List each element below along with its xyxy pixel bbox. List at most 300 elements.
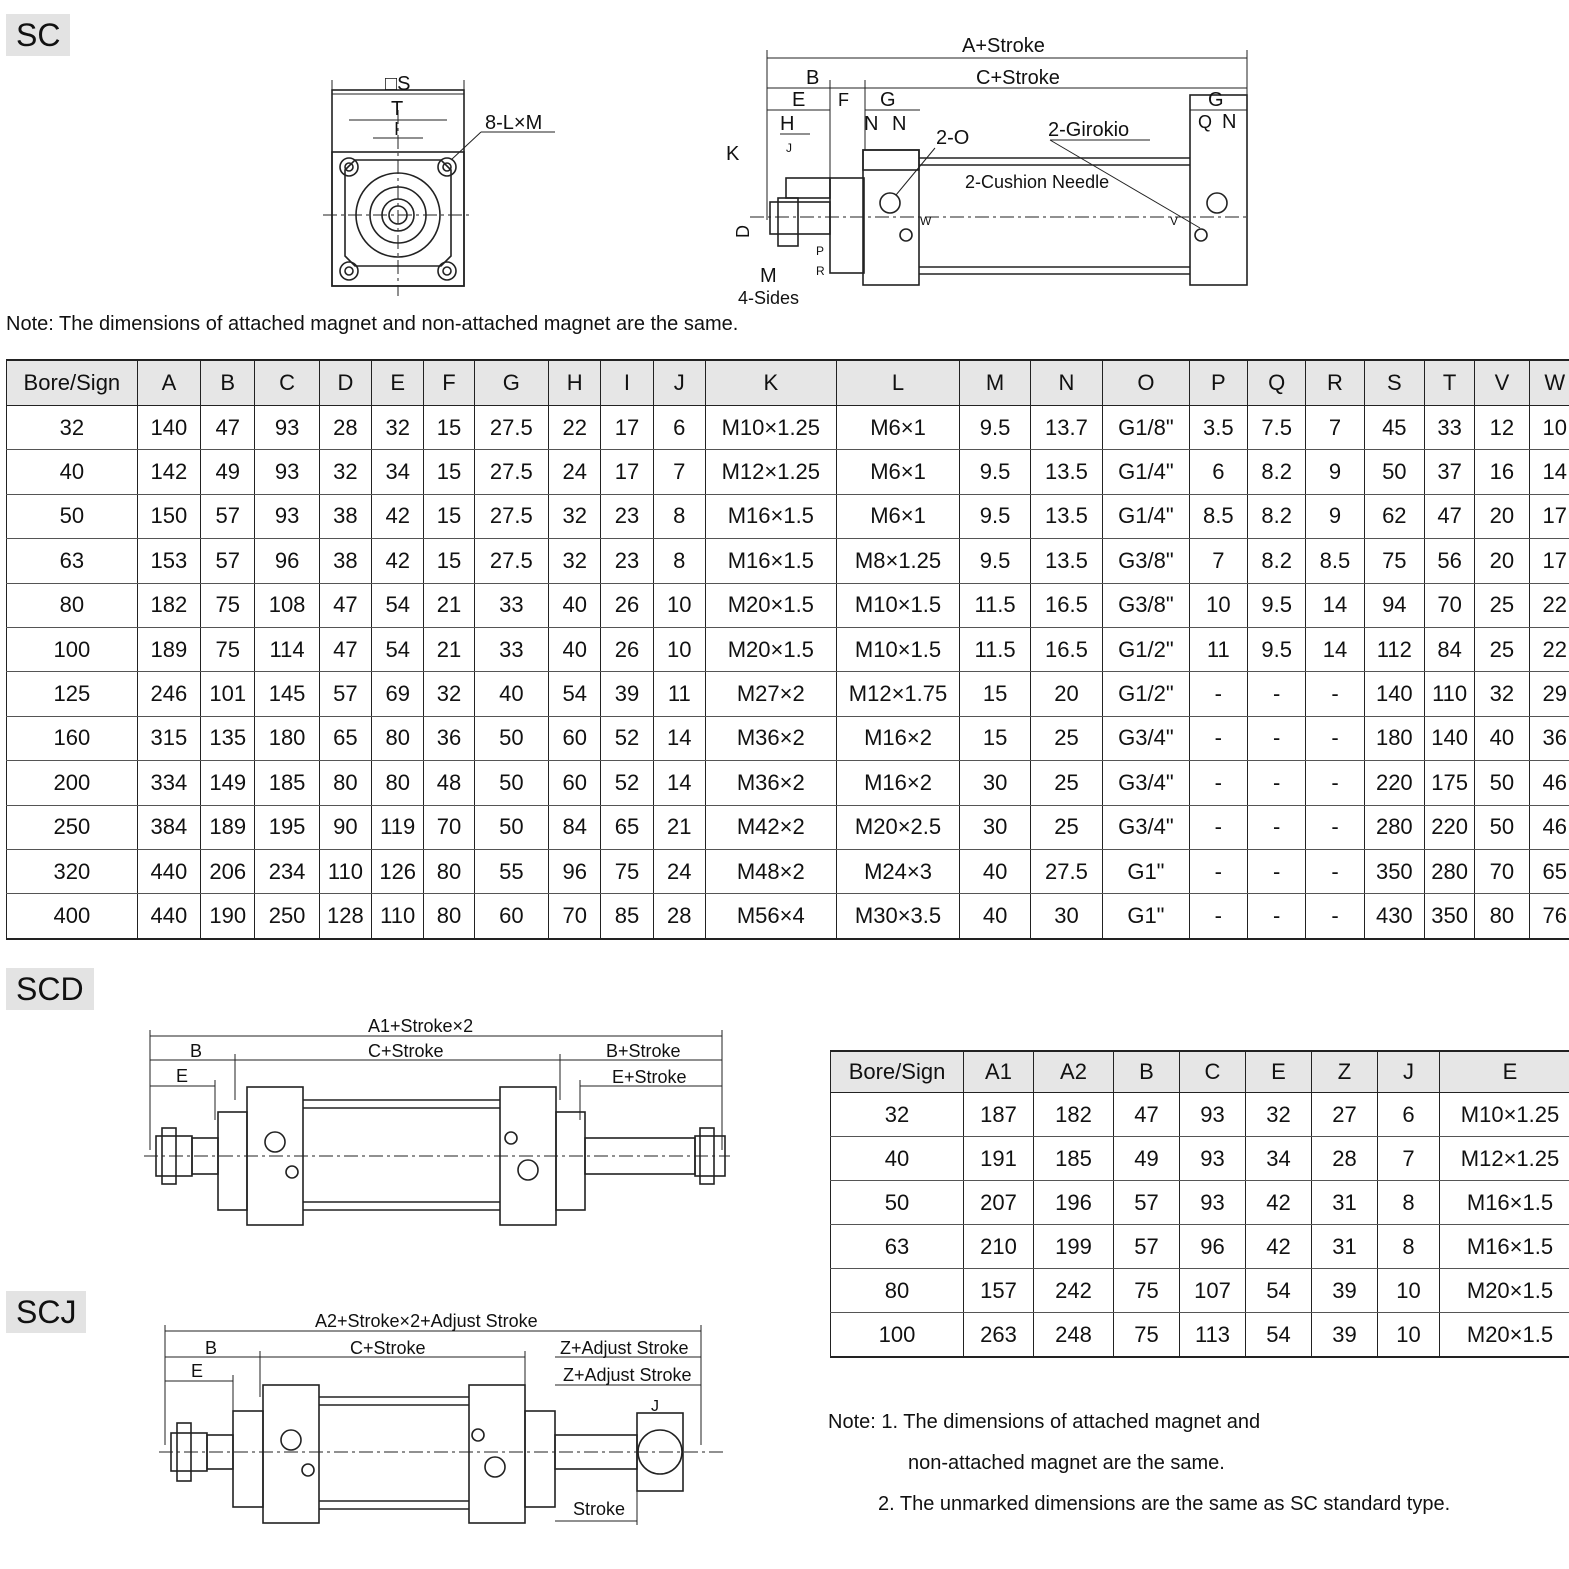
scd-label-c-stroke: C+Stroke	[368, 1041, 444, 1061]
table-cell: 196	[1034, 1181, 1114, 1225]
table-cell: 140	[1424, 716, 1474, 760]
table-cell: 27.5	[474, 450, 548, 494]
table-cell: 440	[137, 849, 200, 893]
section-label-sc: SC	[6, 14, 70, 56]
table-cell: 70	[549, 894, 601, 939]
table-cell: M16×1.5	[1440, 1181, 1569, 1225]
table-cell: 195	[255, 805, 319, 849]
table-cell: 38	[319, 494, 371, 538]
table-cell: 11.5	[960, 583, 1030, 627]
table-cell: M6×1	[836, 494, 960, 538]
table-cell: M10×1.5	[836, 627, 960, 671]
column-header: G	[474, 360, 548, 406]
table-cell: 125	[7, 672, 138, 716]
table-cell: 8	[1378, 1181, 1440, 1225]
scd-note-line-3: 2. The unmarked dimensions are the same as SC standard type.	[878, 1493, 1451, 1515]
table-cell: 9.5	[960, 539, 1030, 583]
table-cell: 31	[1312, 1181, 1378, 1225]
column-header: Bore/Sign	[831, 1051, 964, 1093]
dim-label-n2: N	[892, 113, 907, 135]
table-cell: 135	[201, 716, 255, 760]
scd-note-line-1: Note: 1. The dimensions of attached magnet and	[828, 1411, 1261, 1433]
dim-label-j: J	[786, 141, 792, 155]
column-header: Q	[1247, 360, 1305, 406]
table-cell: M30×3.5	[836, 894, 960, 939]
table-cell: 32	[1246, 1093, 1312, 1137]
table-cell: 27.5	[474, 406, 548, 450]
table-cell: 26	[601, 627, 653, 671]
column-header: B	[1114, 1051, 1180, 1093]
sc-table-row	[7, 494, 1569, 538]
column-header: J	[1378, 1051, 1440, 1093]
table-cell: G1/4"	[1103, 450, 1189, 494]
table-cell: -	[1247, 672, 1305, 716]
table-cell: 10	[653, 583, 705, 627]
table-cell: 70	[424, 805, 474, 849]
table-cell: 80	[372, 716, 424, 760]
table-cell: 14	[653, 716, 705, 760]
table-cell: 36	[1529, 716, 1569, 760]
table-cell: G1"	[1103, 849, 1189, 893]
table-cell: G1"	[1103, 894, 1189, 939]
dim-label-cushion-needle: 2-Cushion Needle	[965, 172, 1110, 192]
dim-label-d: D	[733, 225, 753, 238]
table-cell: G3/8"	[1103, 583, 1189, 627]
table-cell: 220	[1424, 805, 1474, 849]
sc-table-row	[7, 450, 1569, 494]
sc-table-row	[7, 672, 1569, 716]
table-cell: M20×2.5	[836, 805, 960, 849]
table-cell: M16×1.5	[1440, 1225, 1569, 1269]
table-cell: 15	[424, 406, 474, 450]
dim-label-h: H	[780, 113, 795, 135]
table-cell: 107	[1180, 1269, 1246, 1313]
table-cell: -	[1247, 761, 1305, 805]
column-header: E	[1246, 1051, 1312, 1093]
table-cell: M16×2	[836, 716, 960, 760]
table-cell: 400	[7, 894, 138, 939]
table-cell: 50	[474, 716, 548, 760]
column-header: E	[1440, 1051, 1569, 1093]
table-cell: 191	[964, 1137, 1034, 1181]
table-cell: 80	[1475, 894, 1529, 939]
table-cell: 40	[474, 672, 548, 716]
column-header: Bore/Sign	[7, 360, 138, 406]
column-header: W	[1529, 360, 1569, 406]
table-cell: 17	[601, 406, 653, 450]
table-cell: 220	[1364, 761, 1424, 805]
table-cell: 90	[319, 805, 371, 849]
sc-note: Note: The dimensions of attached magnet and non-attached magnet are the same.	[6, 313, 739, 335]
column-header: M	[960, 360, 1030, 406]
table-cell: 23	[601, 494, 653, 538]
table-cell: 32	[424, 672, 474, 716]
table-cell: 13.7	[1030, 406, 1102, 450]
table-cell: 10	[1378, 1269, 1440, 1313]
table-cell: 42	[1246, 1225, 1312, 1269]
table-cell: 96	[1180, 1225, 1246, 1269]
table-cell: 17	[1529, 539, 1569, 583]
table-cell: 32	[7, 406, 138, 450]
table-cell: 40	[7, 450, 138, 494]
table-cell: 26	[601, 583, 653, 627]
table-cell: 160	[7, 716, 138, 760]
scj-label-z-adjust-2: Z+Adjust Stroke	[563, 1365, 692, 1385]
table-cell: 39	[1312, 1269, 1378, 1313]
table-cell: M20×1.5	[1440, 1269, 1569, 1313]
table-cell: -	[1189, 716, 1247, 760]
table-cell: 3.5	[1189, 406, 1247, 450]
table-cell: 70	[1424, 583, 1474, 627]
table-cell: 12	[1475, 406, 1529, 450]
table-cell: 47	[201, 406, 255, 450]
table-cell: 145	[255, 672, 319, 716]
table-cell: 32	[549, 494, 601, 538]
table-cell: 30	[1030, 894, 1102, 939]
table-cell: 80	[7, 583, 138, 627]
table-cell: 49	[201, 450, 255, 494]
table-cell: 50	[474, 761, 548, 805]
table-cell: 15	[424, 450, 474, 494]
table-cell: 17	[601, 450, 653, 494]
table-cell: M6×1	[836, 450, 960, 494]
table-cell: 17	[1529, 494, 1569, 538]
table-cell: 119	[372, 805, 424, 849]
column-header: H	[549, 360, 601, 406]
scj-label-j: J	[651, 1398, 659, 1415]
table-cell: M12×1.75	[836, 672, 960, 716]
table-cell: M10×1.25	[705, 406, 836, 450]
table-cell: G3/8"	[1103, 539, 1189, 583]
table-cell: 190	[201, 894, 255, 939]
table-cell: 182	[1034, 1093, 1114, 1137]
table-cell: 76	[1529, 894, 1569, 939]
table-cell: 14	[1529, 450, 1569, 494]
table-cell: 100	[7, 627, 138, 671]
scd-table-header-row	[831, 1051, 1569, 1093]
sc-table-row	[7, 761, 1569, 805]
table-cell: M24×3	[836, 849, 960, 893]
table-cell: 280	[1424, 849, 1474, 893]
dim-label-r: R	[816, 264, 825, 278]
table-cell: 60	[549, 761, 601, 805]
table-cell: 69	[372, 672, 424, 716]
table-cell: G1/8"	[1103, 406, 1189, 450]
scd-table-row	[831, 1137, 1569, 1181]
column-header: O	[1103, 360, 1189, 406]
column-header: A1	[964, 1051, 1034, 1093]
scd-note-line-2: non-attached magnet are the same.	[908, 1452, 1225, 1474]
table-cell: 84	[1424, 627, 1474, 671]
table-cell: 20	[1475, 494, 1529, 538]
sc-table-row	[7, 539, 1569, 583]
table-cell: G1/2"	[1103, 627, 1189, 671]
sc-table-row	[7, 627, 1569, 671]
table-cell: 199	[1034, 1225, 1114, 1269]
table-cell: -	[1189, 761, 1247, 805]
table-cell: G1/4"	[1103, 494, 1189, 538]
table-cell: 8	[1378, 1225, 1440, 1269]
table-cell: 93	[255, 406, 319, 450]
table-cell: 175	[1424, 761, 1474, 805]
table-cell: 189	[137, 627, 200, 671]
table-cell: 140	[1364, 672, 1424, 716]
table-cell: 55	[474, 849, 548, 893]
table-cell: 75	[1114, 1313, 1180, 1358]
dim-label-f: F	[838, 90, 849, 110]
table-cell: -	[1306, 672, 1364, 716]
table-cell: 52	[601, 761, 653, 805]
table-cell: 6	[653, 406, 705, 450]
scd-table-row	[831, 1313, 1569, 1358]
scd-table-row	[831, 1225, 1569, 1269]
table-cell: 13.5	[1030, 494, 1102, 538]
dim-label-v: V	[1170, 214, 1179, 228]
table-cell: 50	[831, 1181, 964, 1225]
table-cell: 24	[549, 450, 601, 494]
table-cell: -	[1306, 761, 1364, 805]
table-cell: 22	[549, 406, 601, 450]
sc-front-view-drawing	[315, 60, 575, 300]
table-cell: 207	[964, 1181, 1034, 1225]
table-cell: 28	[653, 894, 705, 939]
table-cell: -	[1247, 894, 1305, 939]
table-cell: 250	[7, 805, 138, 849]
table-cell: 63	[7, 539, 138, 583]
table-cell: 60	[549, 716, 601, 760]
table-cell: 9.5	[960, 406, 1030, 450]
table-cell: 10	[1189, 583, 1247, 627]
table-cell: 157	[964, 1269, 1034, 1313]
table-cell: M6×1	[836, 406, 960, 450]
table-cell: M16×1.5	[705, 539, 836, 583]
table-cell: 75	[201, 627, 255, 671]
table-cell: 57	[319, 672, 371, 716]
table-cell: 46	[1529, 805, 1569, 849]
table-cell: 40	[831, 1137, 964, 1181]
table-cell: 334	[137, 761, 200, 805]
dim-label-n-right: N	[1222, 111, 1237, 133]
table-cell: 57	[201, 494, 255, 538]
table-cell: 34	[1246, 1137, 1312, 1181]
table-cell: 47	[1114, 1093, 1180, 1137]
table-cell: M20×1.5	[1440, 1313, 1569, 1358]
table-cell: 7.5	[1247, 406, 1305, 450]
table-cell: 37	[1424, 450, 1474, 494]
table-cell: G3/4"	[1103, 716, 1189, 760]
table-cell: 187	[964, 1093, 1034, 1137]
table-cell: 40	[960, 849, 1030, 893]
table-cell: G1/2"	[1103, 672, 1189, 716]
dim-label-8lxm: 8-L×M	[485, 112, 543, 134]
table-cell: 182	[137, 583, 200, 627]
table-cell: 11.5	[960, 627, 1030, 671]
table-cell: G3/4"	[1103, 805, 1189, 849]
table-cell: 47	[1424, 494, 1474, 538]
table-cell: 49	[1114, 1137, 1180, 1181]
table-cell: M10×1.25	[1440, 1093, 1569, 1137]
table-cell: 20	[1030, 672, 1102, 716]
column-header: A2	[1034, 1051, 1114, 1093]
table-cell: 8.2	[1247, 494, 1305, 538]
table-cell: 234	[255, 849, 319, 893]
table-cell: M20×1.5	[705, 583, 836, 627]
table-cell: 280	[1364, 805, 1424, 849]
table-cell: 25	[1030, 761, 1102, 805]
table-cell: 93	[1180, 1093, 1246, 1137]
scd-table-row	[831, 1181, 1569, 1225]
scj-label-z-adjust-1: Z+Adjust Stroke	[560, 1338, 689, 1358]
table-cell: 21	[424, 627, 474, 671]
table-cell: 110	[1424, 672, 1474, 716]
table-cell: 9.5	[960, 494, 1030, 538]
dim-label-s: □S	[385, 73, 411, 95]
table-cell: 6	[1189, 450, 1247, 494]
table-cell: 54	[372, 627, 424, 671]
table-cell: -	[1306, 894, 1364, 939]
scj-label-c-stroke: C+Stroke	[350, 1338, 426, 1358]
table-cell: -	[1306, 716, 1364, 760]
scj-label-b: B	[205, 1338, 218, 1358]
table-cell: 11	[1189, 627, 1247, 671]
scj-drawing	[155, 1305, 745, 1540]
table-cell: 40	[549, 627, 601, 671]
table-cell: 23	[601, 539, 653, 583]
table-cell: 40	[1475, 716, 1529, 760]
section-label-scj: SCJ	[6, 1291, 86, 1333]
sc-table-row	[7, 805, 1569, 849]
table-cell: M10×1.5	[836, 583, 960, 627]
table-cell: 9.5	[1247, 627, 1305, 671]
table-cell: 54	[549, 672, 601, 716]
table-cell: G3/4"	[1103, 761, 1189, 805]
table-cell: 65	[601, 805, 653, 849]
table-cell: 30	[960, 761, 1030, 805]
column-header: Z	[1312, 1051, 1378, 1093]
column-header: F	[424, 360, 474, 406]
table-cell: M27×2	[705, 672, 836, 716]
table-cell: 22	[1529, 583, 1569, 627]
column-header: C	[255, 360, 319, 406]
table-cell: 27.5	[1030, 849, 1102, 893]
scd-label-e: E	[176, 1066, 189, 1086]
table-cell: M12×1.25	[1440, 1137, 1569, 1181]
column-header: J	[653, 360, 705, 406]
dim-label-2-o: 2-O	[936, 127, 970, 149]
table-cell: 315	[137, 716, 200, 760]
table-cell: 15	[424, 539, 474, 583]
column-header: L	[836, 360, 960, 406]
sc-table-row	[7, 716, 1569, 760]
table-cell: 180	[1364, 716, 1424, 760]
table-cell: -	[1247, 805, 1305, 849]
table-cell: 63	[831, 1225, 964, 1269]
table-cell: 32	[319, 450, 371, 494]
table-cell: 65	[1529, 849, 1569, 893]
table-cell: 62	[1364, 494, 1424, 538]
scd-dimensions-table	[830, 1050, 1569, 1358]
table-cell: 57	[1114, 1225, 1180, 1269]
sc-table-row	[7, 849, 1569, 893]
table-cell: 31	[1312, 1225, 1378, 1269]
table-cell: 11	[653, 672, 705, 716]
table-cell: 242	[1034, 1269, 1114, 1313]
dim-label-t: T	[391, 98, 404, 120]
table-cell: 9	[1306, 494, 1364, 538]
table-cell: 57	[201, 539, 255, 583]
table-cell: 206	[201, 849, 255, 893]
table-cell: 8	[653, 494, 705, 538]
table-cell: 16.5	[1030, 627, 1102, 671]
table-cell: 149	[201, 761, 255, 805]
table-cell: 7	[653, 450, 705, 494]
column-header: N	[1030, 360, 1102, 406]
table-cell: 8.5	[1306, 539, 1364, 583]
table-cell: 50	[1364, 450, 1424, 494]
table-cell: 246	[137, 672, 200, 716]
table-cell: 46	[1529, 761, 1569, 805]
column-header: B	[201, 360, 255, 406]
table-cell: -	[1247, 716, 1305, 760]
table-cell: 36	[424, 716, 474, 760]
table-cell: M12×1.25	[705, 450, 836, 494]
table-cell: M36×2	[705, 716, 836, 760]
column-header: C	[1180, 1051, 1246, 1093]
table-cell: -	[1247, 849, 1305, 893]
table-cell: 10	[1529, 406, 1569, 450]
table-cell: 9.5	[1247, 583, 1305, 627]
table-cell: 56	[1424, 539, 1474, 583]
table-cell: M48×2	[705, 849, 836, 893]
table-cell: 263	[964, 1313, 1034, 1358]
table-cell: 28	[1312, 1137, 1378, 1181]
dim-label-w: W	[920, 214, 932, 228]
table-cell: 250	[255, 894, 319, 939]
table-cell: 32	[831, 1093, 964, 1137]
table-cell: 384	[137, 805, 200, 849]
scd-drawing	[140, 1010, 740, 1240]
scd-table-row	[831, 1093, 1569, 1137]
table-cell: 25	[1030, 805, 1102, 849]
table-cell: 110	[319, 849, 371, 893]
table-cell: 7	[1306, 406, 1364, 450]
table-cell: M42×2	[705, 805, 836, 849]
table-cell: 16.5	[1030, 583, 1102, 627]
table-cell: 110	[372, 894, 424, 939]
table-cell: 16	[1475, 450, 1529, 494]
table-cell: 108	[255, 583, 319, 627]
table-cell: 350	[1424, 894, 1474, 939]
dim-label-c-stroke: C+Stroke	[976, 67, 1060, 89]
table-cell: 45	[1364, 406, 1424, 450]
table-cell: 100	[831, 1313, 964, 1358]
table-cell: 126	[372, 849, 424, 893]
scj-label-e: E	[191, 1361, 204, 1381]
table-cell: 350	[1364, 849, 1424, 893]
column-header: R	[1306, 360, 1364, 406]
table-cell: 25	[1475, 583, 1529, 627]
table-cell: 94	[1364, 583, 1424, 627]
scd-label-b-stroke: B+Stroke	[606, 1041, 681, 1061]
dim-label-p: P	[816, 244, 825, 258]
table-cell: M8×1.25	[836, 539, 960, 583]
table-cell: 101	[201, 672, 255, 716]
table-cell: 7	[1378, 1137, 1440, 1181]
scd-label-b: B	[190, 1041, 203, 1061]
table-cell: 54	[1246, 1313, 1312, 1358]
sc-side-view-drawing	[720, 30, 1260, 310]
table-cell: 180	[255, 716, 319, 760]
